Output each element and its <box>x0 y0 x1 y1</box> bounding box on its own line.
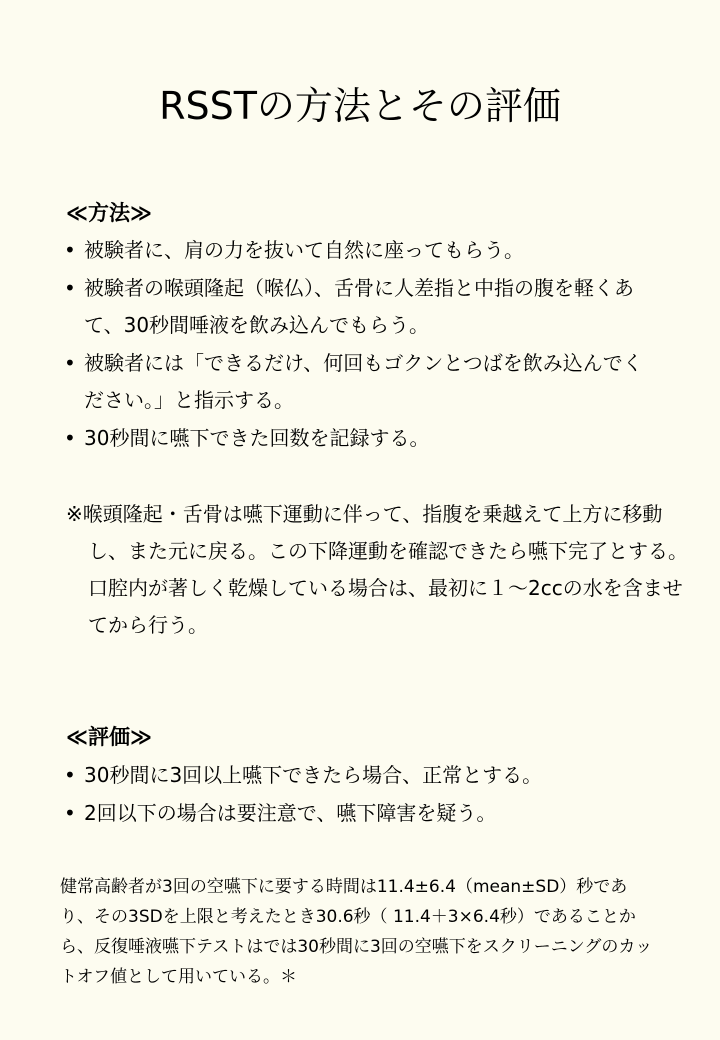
method-list <box>60 232 660 458</box>
bullet-icon: • <box>64 801 76 825</box>
evaluation-list <box>60 757 660 833</box>
list-item <box>60 795 660 832</box>
evaluation-item-text: 2回以下の場合は要注意で、嚥下障害を疑う。 <box>84 801 497 825</box>
method-heading: ≪方法≫ <box>66 201 152 225</box>
list-item <box>60 232 660 269</box>
list-item <box>60 345 660 419</box>
evaluation-heading: ≪評価≫ <box>66 725 152 749</box>
bullet-icon: • <box>64 238 76 262</box>
bullet-icon: • <box>64 351 76 375</box>
list-item <box>60 270 660 344</box>
bullet-icon: • <box>64 426 76 450</box>
evaluation-item-text: 30秒間に3回以上嚥下できたら場合、正常とする。 <box>84 763 543 787</box>
method-item-text: 30秒間に嚥下できた回数を記録する。 <box>84 426 430 450</box>
list-item <box>60 420 660 457</box>
note-paragraph: ※喉頭隆起・舌骨は嚥下運動に伴って、指腹を乗越えて上方に移動し、また元に戻る。この下降運動を確認できたら嚥下完了とする。口腔内が著しく乾燥している場合は、最初に１～2ccの水を含ませてから行う。 <box>66 502 688 637</box>
page-title: RSSTの方法とその評価 <box>159 84 561 128</box>
bullet-icon: • <box>64 763 76 787</box>
footnote-paragraph: 健常高齢者が3回の空嚥下に要する時間は11.4±6.4（mean±SD）秒であり、その3SDを上限と考えたとき30.6秒（ 11.4＋3×6.4秒）であることから、反復唾液嚥下テストはでは30秒間に3回の空嚥下をスクリーニングのカットオフ値として用いている。＊ <box>60 877 653 987</box>
method-item-text: 被験者には「できるだけ、何回もゴクンとつばを飲み込んでください。」と指示する。 <box>84 351 643 412</box>
bullet-icon: • <box>64 276 76 300</box>
list-item <box>60 757 660 794</box>
method-item-text: 被験者の喉頭隆起（喉仏）、舌骨に人差指と中指の腹を軽くあて、30秒間唾液を飲み込んでもらう。 <box>84 276 634 337</box>
method-item-text: 被験者に、肩の力を抜いて自然に座ってもらう。 <box>84 238 524 262</box>
